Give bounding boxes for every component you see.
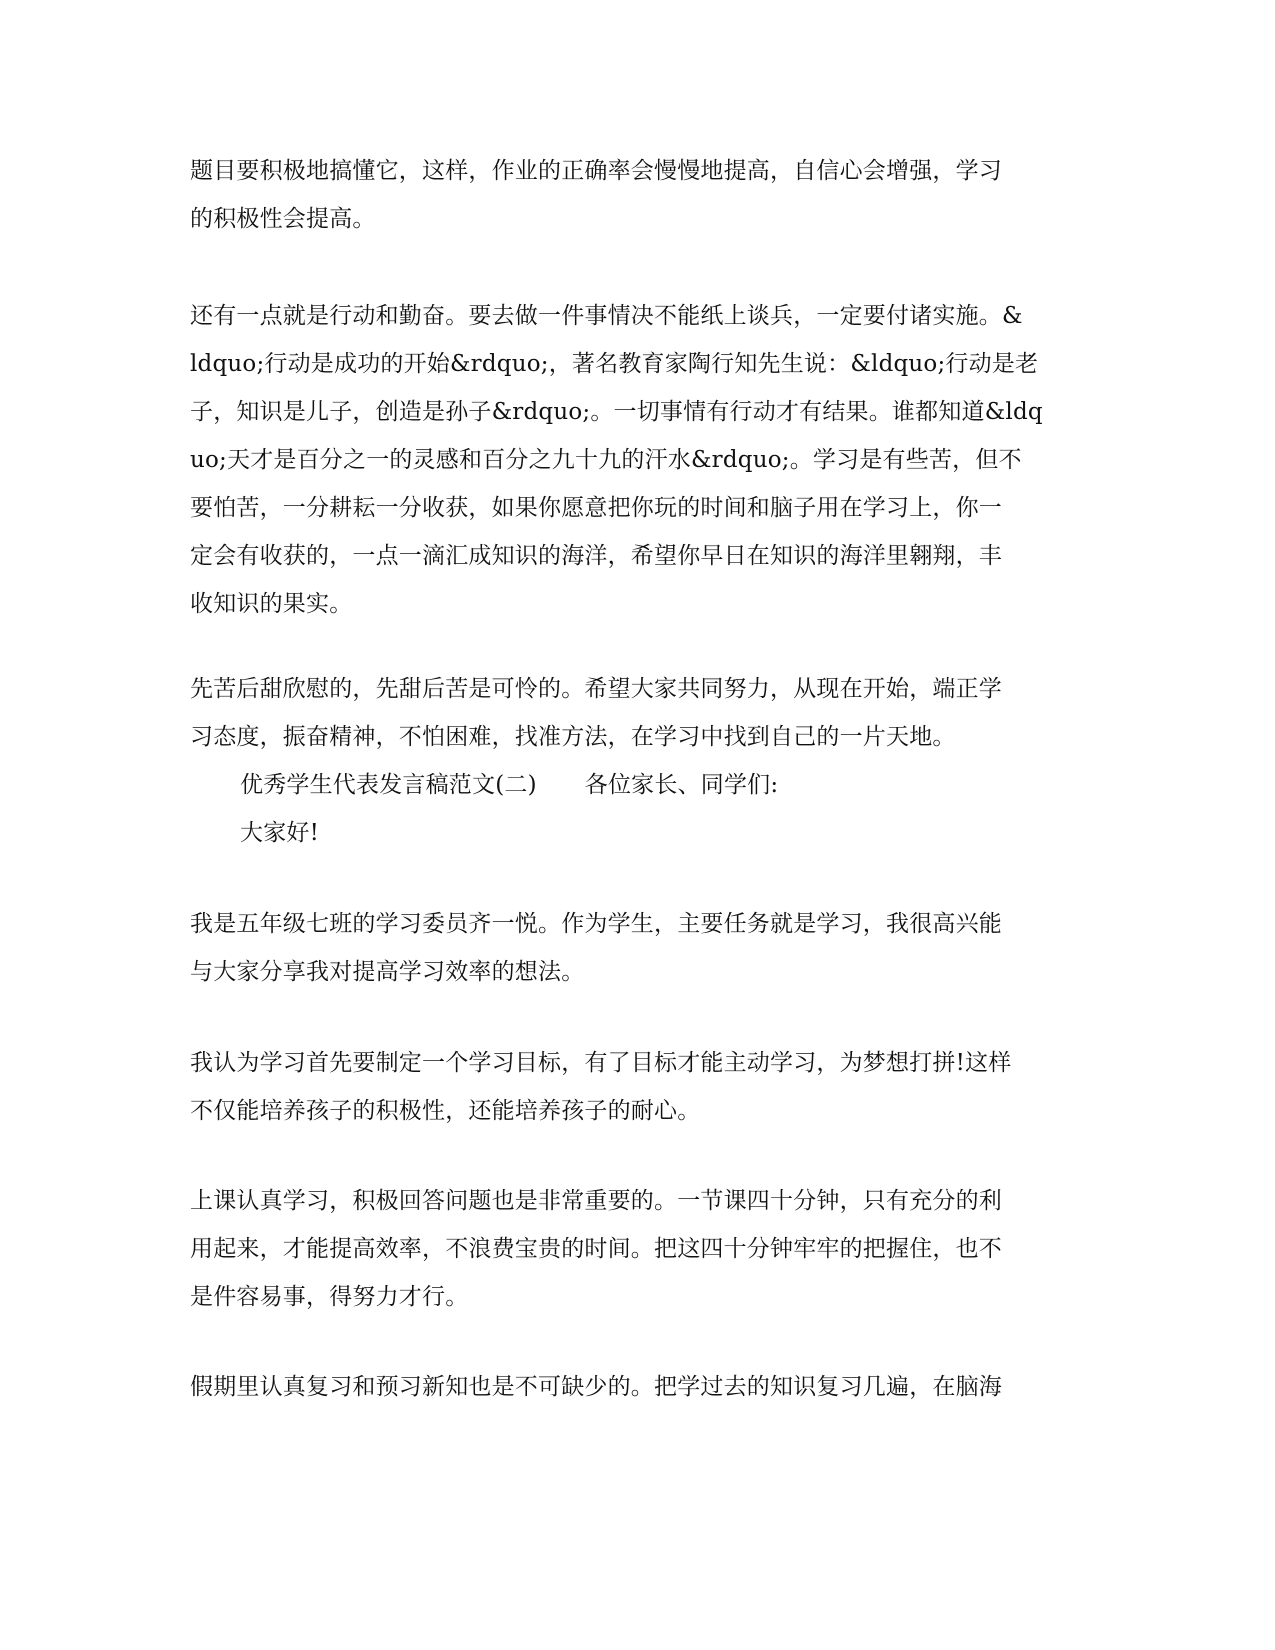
paragraph-3 [190, 665, 1090, 761]
text-line: 的积极性会提高。 [190, 206, 376, 232]
paragraph-1 [190, 147, 1090, 243]
text-line: 用起来，才能提高效率，不浪费宝贵的时间。把这四十分钟牢牢的把握住，也不 [190, 1236, 1002, 1262]
paragraph-6 [190, 1177, 1090, 1321]
text-line: 收知识的果实。 [190, 591, 353, 617]
heading-title: 优秀学生代表发言稿范文(二) [240, 772, 537, 798]
text-line: 我认为学习首先要制定一个学习目标，有了目标才能主动学习，为梦想打拼!这样 [190, 1050, 1012, 1076]
text-line: uo;天才是百分之一的灵感和百分之九十九的汗水&rdquo;。学习是有些苦，但不 [190, 447, 1022, 473]
text-line: 假期里认真复习和预习新知也是不可缺少的。把学过去的知识复习几遍，在脑海 [190, 1374, 1002, 1400]
text-line: 是件容易事，得努力才行。 [190, 1284, 469, 1310]
text-line: 与大家分享我对提高学习效率的想法。 [190, 959, 585, 985]
heading-line [190, 761, 1090, 809]
greeting-line: 大家好! [240, 820, 320, 846]
paragraph-5 [190, 1039, 1090, 1135]
text-line: 要怕苦，一分耕耘一分收获，如果你愿意把你玩的时间和脑子用在学习上，你一 [190, 495, 1002, 521]
text-line: 我是五年级七班的学习委员齐一悦。作为学生，主要任务就是学习，我很高兴能 [190, 911, 1002, 937]
text-line: 子，知识是儿子，创造是孙子&rdquo;。一切事情有行动才有结果。谁都知道&ldq [190, 399, 1043, 425]
text-line: ldquo;行动是成功的开始&rdquo;，著名教育家陶行知先生说：&ldquo;行动是老 [190, 351, 1039, 377]
section-heading [190, 761, 1090, 857]
paragraph-7 [190, 1363, 1090, 1411]
heading-salutation: 各位家长、同学们: [584, 772, 779, 798]
text-line: 先苦后甜欣慰的，先甜后苦是可怜的。希望大家共同努力，从现在开始，端正学 [190, 676, 1002, 702]
paragraph-4 [190, 900, 1090, 996]
text-line: 上课认真学习，积极回答问题也是非常重要的。一节课四十分钟，只有充分的利 [190, 1188, 1002, 1214]
text-line: 不仅能培养孩子的积极性，还能培养孩子的耐心。 [190, 1098, 701, 1124]
paragraph-2 [190, 292, 1090, 628]
text-line: 题目要积极地搞懂它，这样，作业的正确率会慢慢地提高，自信心会增强，学习 [190, 158, 1002, 184]
text-line: 还有一点就是行动和勤奋。要去做一件事情决不能纸上谈兵，一定要付诸实施。& [190, 303, 1023, 329]
text-line: 习态度，振奋精神，不怕困难，找准方法，在学习中找到自己的一片天地。 [190, 724, 956, 750]
text-line: 定会有收获的，一点一滴汇成知识的海洋，希望你早日在知识的海洋里翱翔，丰 [190, 543, 1002, 569]
